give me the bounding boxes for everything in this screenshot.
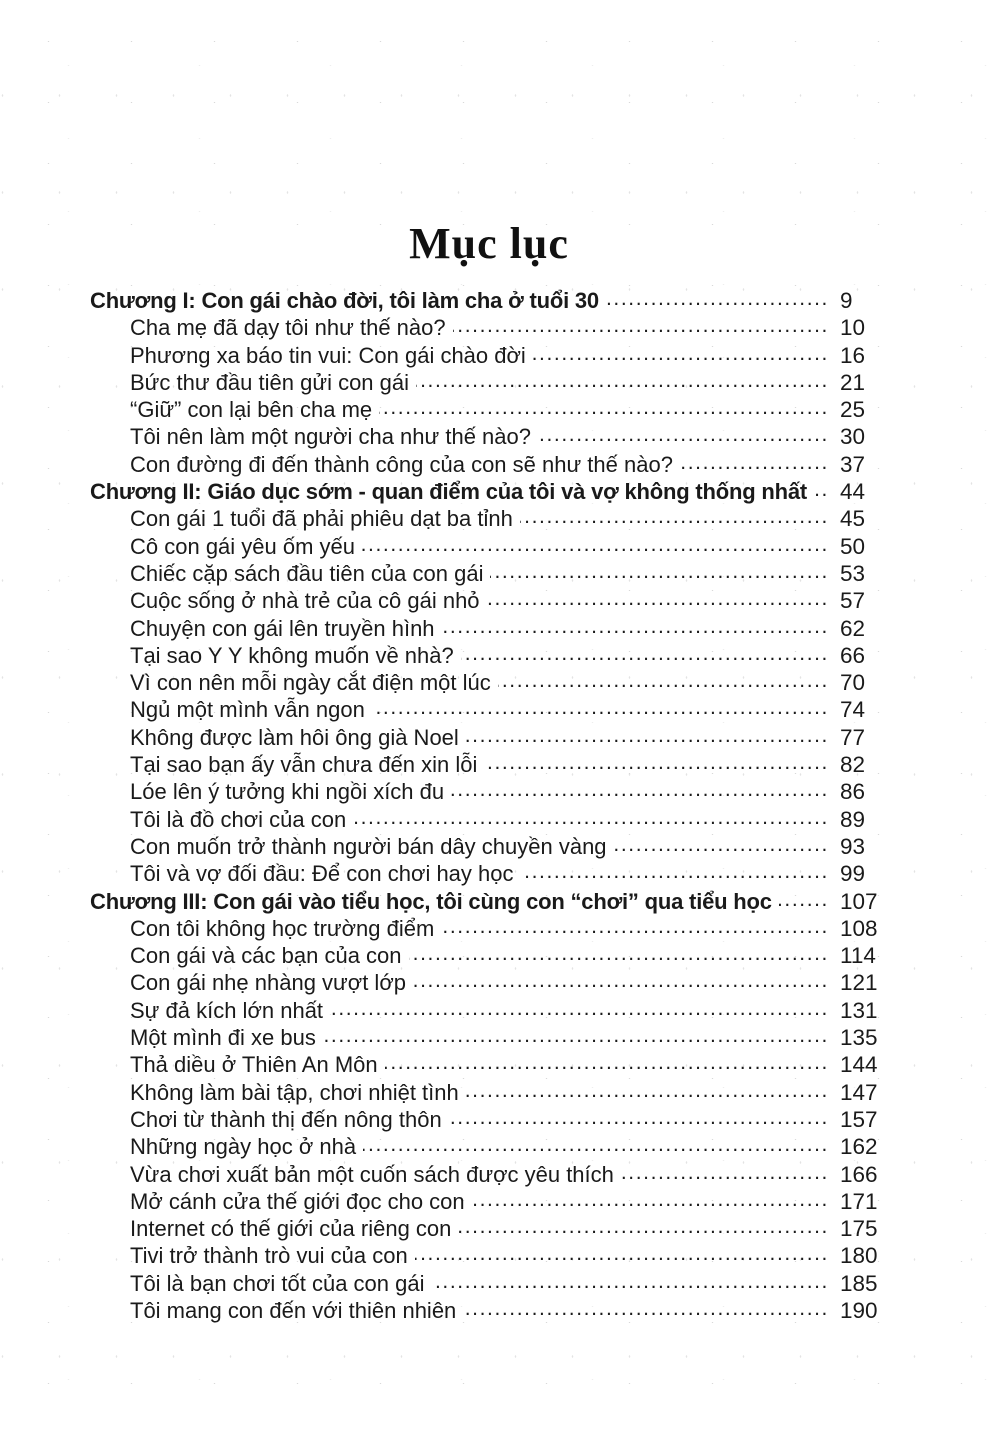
toc-entry-label: Tivi trở thành trò vui của con	[130, 1243, 408, 1269]
toc-entry-page-number: 135	[840, 1025, 878, 1051]
toc-entry-page-number: 162	[840, 1134, 878, 1160]
toc-entry	[90, 505, 888, 532]
toc-entry-page-number: 93	[840, 833, 866, 859]
dot-leader	[441, 915, 829, 942]
toc-entry-label: Những ngày học ở nhà	[130, 1134, 357, 1160]
toc-entry-label: Tôi là đồ chơi của con	[130, 806, 347, 832]
toc-entry-page-number: 74	[840, 697, 866, 723]
toc-entry	[90, 669, 888, 696]
toc-entry-label: Vì con nên mỗi ngày cắt điện một lúc	[130, 670, 491, 696]
toc-entry	[90, 942, 888, 969]
toc-entry-label: Cha mẹ đã dạy tôi như thế nào?	[130, 315, 446, 341]
toc-entry-label: Bức thư đầu tiên gửi con gái	[130, 369, 410, 395]
toc-entry	[90, 806, 888, 833]
dot-leader	[323, 1024, 829, 1051]
toc-entry	[90, 615, 888, 642]
toc-entry-page-number: 171	[840, 1188, 878, 1214]
dot-leader	[466, 1079, 829, 1106]
toc-entry	[90, 560, 888, 587]
dot-leader	[353, 806, 829, 833]
toc-entry	[90, 724, 888, 751]
toc-entry-label: Con tôi không học trường điểm	[130, 915, 435, 941]
toc-entry-label: Thả diều ở Thiên An Môn	[130, 1052, 378, 1078]
toc-entry	[90, 1079, 888, 1106]
toc-entry	[90, 396, 888, 423]
toc-entry-page-number: 86	[840, 779, 866, 805]
toc-entry-page-number: 108	[840, 915, 878, 941]
toc-entry-page-number: 62	[840, 615, 866, 641]
toc-entry	[90, 287, 888, 314]
toc-entry	[90, 533, 888, 560]
toc-entry	[90, 369, 888, 396]
toc-entry	[90, 1051, 888, 1078]
dot-leader	[442, 615, 829, 642]
toc-entry	[90, 1133, 888, 1160]
toc-entry	[90, 888, 888, 915]
dot-leader	[363, 1133, 829, 1160]
toc-entry-page-number: 66	[840, 642, 866, 668]
dot-leader	[533, 342, 829, 369]
toc-entry-label: Chiếc cặp sách đầu tiên của con gái	[130, 560, 484, 586]
dot-leader	[362, 533, 829, 560]
toc-entry-page-number: 30	[840, 424, 866, 450]
toc-entry	[90, 1297, 888, 1324]
dot-leader	[458, 1215, 829, 1242]
toc-entry-page-number: 144	[840, 1052, 878, 1078]
dot-leader	[432, 1270, 830, 1297]
toc-entry-label: Mở cánh cửa thế giới đọc cho con	[130, 1188, 465, 1214]
toc-entry	[90, 860, 888, 887]
toc-entry-page-number: 37	[840, 451, 866, 477]
toc-entry-page-number: 45	[840, 506, 866, 532]
page-title: Mục lục	[409, 219, 569, 268]
toc-entry	[90, 587, 888, 614]
toc-entry-label: Chương II: Giáo dục sớm - quan điểm của tôi và vợ không thống nhất	[90, 479, 808, 505]
toc-entry-label: Tôi nên làm một người cha như thế nào?	[130, 424, 531, 450]
toc-entry-page-number: 190	[840, 1297, 878, 1323]
dot-leader	[466, 724, 829, 751]
dot-leader	[498, 669, 829, 696]
toc-entry	[90, 1188, 888, 1215]
toc-entry-page-number: 57	[840, 588, 866, 614]
toc-entry-page-number: 175	[840, 1216, 878, 1242]
toc-entry	[90, 642, 888, 669]
dot-leader	[490, 560, 829, 587]
toc-entry-page-number: 89	[840, 806, 866, 832]
toc-entry-label: Ngủ một mình vẫn ngon	[130, 697, 365, 723]
toc-entry-label: Con gái 1 tuổi đã phải phiêu dạt ba tỉnh	[130, 506, 513, 532]
dot-leader	[413, 969, 829, 996]
toc-entry-page-number: 180	[840, 1243, 878, 1269]
toc-entry-label: Một mình đi xe bus	[130, 1025, 316, 1051]
toc-entry-label: Chương I: Con gái chào đời, tôi làm cha ở tuổi 30	[90, 288, 599, 313]
dot-leader	[449, 1106, 829, 1133]
toc-entry	[90, 342, 888, 369]
dot-leader	[463, 1297, 829, 1324]
dot-leader	[680, 451, 829, 478]
toc-entry	[90, 1106, 888, 1133]
toc-entry-page-number: 21	[840, 369, 866, 395]
toc-entry-label: Cô con gái yêu ốm yếu	[130, 533, 356, 559]
toc-entry	[90, 751, 888, 778]
toc-entry	[90, 451, 888, 478]
toc-entry-page-number: 16	[840, 342, 866, 368]
dot-leader	[461, 642, 829, 669]
toc-entry	[90, 778, 888, 805]
toc-entry-label: Tôi mang con đến với thiên nhiên	[130, 1297, 457, 1323]
toc-entry-page-number: 44	[840, 479, 866, 505]
dot-leader	[330, 997, 829, 1024]
toc-entry-page-number: 50	[840, 533, 866, 559]
toc-entry-page-number: 9	[840, 288, 853, 313]
dot-leader	[814, 478, 829, 505]
dot-leader	[487, 587, 829, 614]
toc-entry-label: “Giữ” con lại bên cha mẹ	[130, 397, 373, 423]
toc-entry	[90, 314, 888, 341]
dot-leader	[484, 751, 829, 778]
dot-leader	[453, 314, 829, 341]
toc-entry-page-number: 121	[840, 970, 878, 996]
toc-entry-label: Con đường đi đến thành công của con sẽ như thế nào?	[130, 451, 673, 477]
toc-entry-page-number: 99	[840, 861, 866, 887]
dot-leader	[372, 696, 829, 723]
dot-leader	[521, 860, 830, 887]
toc-entry	[90, 833, 888, 860]
toc-entry	[90, 423, 888, 450]
toc-entry	[90, 969, 888, 996]
table-of-contents	[90, 287, 888, 1324]
toc-entry-page-number: 147	[840, 1079, 878, 1105]
toc-entry-page-number: 53	[840, 560, 866, 586]
toc-entry-page-number: 114	[840, 943, 876, 969]
toc-entry-label: Con gái và các bạn của con	[130, 943, 402, 969]
dot-leader	[779, 888, 829, 915]
dot-leader	[385, 1051, 829, 1078]
toc-entry-page-number: 131	[840, 997, 878, 1023]
toc-entry-page-number: 82	[840, 752, 866, 778]
toc-entry-label: Tôi và vợ đối đầu: Để con chơi hay học	[130, 861, 514, 887]
toc-entry-label: Con gái nhẹ nhàng vượt lớp	[130, 970, 406, 996]
toc-entry-page-number: 157	[840, 1106, 878, 1132]
dot-leader	[606, 287, 829, 314]
dot-leader	[379, 396, 829, 423]
toc-entry	[90, 915, 888, 942]
toc-entry-label: Tại sao bạn ấy vẫn chưa đến xin lỗi	[130, 752, 478, 778]
toc-entry-page-number: 70	[840, 670, 866, 696]
toc-entry-label: Không được làm hôi ông già Noel	[130, 724, 459, 750]
toc-entry-label: Chương III: Con gái vào tiểu học, tôi cùng con “chơi” qua tiểu học	[90, 888, 772, 914]
toc-entry	[90, 997, 888, 1024]
dot-leader	[614, 833, 829, 860]
toc-entry-page-number: 77	[840, 724, 866, 750]
toc-entry-page-number: 10	[840, 315, 866, 341]
toc-entry-page-number: 107	[840, 888, 878, 914]
dot-leader	[520, 505, 829, 532]
toc-entry	[90, 1242, 888, 1269]
toc-entry-label: Chuyện con gái lên truyền hình	[130, 615, 435, 641]
dot-leader	[415, 1242, 829, 1269]
toc-entry	[90, 696, 888, 723]
toc-entry-label: Tôi là bạn chơi tốt của con gái	[130, 1270, 425, 1296]
dot-leader	[472, 1188, 829, 1215]
toc-entry	[90, 478, 888, 505]
toc-entry-page-number: 25	[840, 397, 866, 423]
toc-entry-label: Sự đả kích lớn nhất	[130, 997, 324, 1023]
toc-entry	[90, 1270, 888, 1297]
toc-entry	[90, 1161, 888, 1188]
dot-leader	[538, 423, 829, 450]
toc-entry-label: Internet có thế giới của riêng con	[130, 1216, 452, 1242]
dot-leader	[621, 1161, 829, 1188]
toc-entry-label: Vừa chơi xuất bản một cuốn sách được yêu thích	[130, 1161, 614, 1187]
dot-leader	[416, 369, 829, 396]
toc-entry	[90, 1024, 888, 1051]
toc-entry	[90, 1215, 888, 1242]
dot-leader	[451, 778, 829, 805]
dot-leader	[409, 942, 829, 969]
toc-entry-label: Phương xa báo tin vui: Con gái chào đời	[130, 342, 526, 368]
toc-entry-label: Chơi từ thành thị đến nông thôn	[130, 1106, 442, 1132]
toc-entry-label: Lóe lên ý tưởng khi ngồi xích đu	[130, 779, 445, 805]
toc-entry-page-number: 166	[840, 1161, 878, 1187]
toc-entry-page-number: 185	[840, 1270, 878, 1296]
toc-entry-label: Con muốn trở thành người bán dây chuyền vàng	[130, 833, 607, 859]
toc-entry-label: Không làm bài tập, chơi nhiệt tình	[130, 1079, 459, 1105]
toc-entry-label: Tại sao Y Y không muốn về nhà?	[130, 642, 454, 668]
toc-entry-label: Cuộc sống ở nhà trẻ của cô gái nhỏ	[130, 588, 480, 614]
